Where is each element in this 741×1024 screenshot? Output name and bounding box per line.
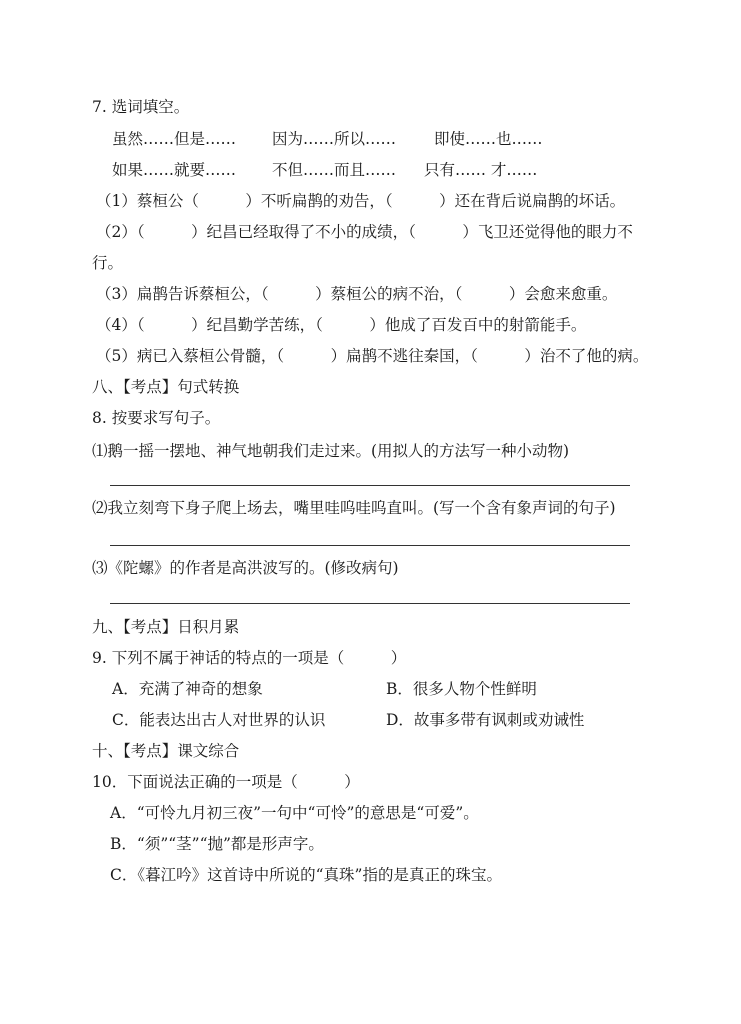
q7-item-5: （5）病已入蔡桓公骨髓，（ ）扁鹊不逃往秦国，（ ）治不了他的病。 [96, 347, 649, 365]
word-bank-option: 即使……也…… [434, 130, 543, 148]
word-bank-option: 虽然……但是…… [112, 130, 237, 148]
word-bank-row-2 [112, 155, 537, 185]
q8-item-3: ⑶《陀螺》的作者是高洪波写的。(修改病句) [92, 559, 399, 577]
q7-item-2: （2）（ ）纪昌已经取得了不小的成绩，（ ）飞卫还觉得他的眼力不 [96, 223, 633, 241]
q7-item-4: （4）（ ）纪昌勤学苦练，（ ）他成了百发百中的射箭能手。 [96, 316, 587, 334]
q7-item-1: （1）蔡桓公（ ）不听扁鹊的劝告，（ ）还在背后说扁鹊的坏话。 [96, 192, 626, 210]
q7-title: 7. 选词填空。 [92, 98, 190, 116]
section-9-heading: 九、【考点】日积月累 [92, 618, 240, 636]
q9-option-d: D．故事多带有讽刺或劝诫性 [386, 711, 585, 729]
q10-title: 10．下面说法正确的一项是（ ） [92, 773, 360, 791]
section-8-heading: 八、【考点】句式转换 [92, 378, 240, 396]
q10-option-b: B．“须”“茎”“抛”都是形声字。 [110, 835, 324, 853]
q8-item-1: ⑴鹅一摇一摆地、神气地朝我们走过来。(用拟人的方法写一种小动物) [92, 442, 570, 460]
word-bank-option: 如果……就要…… [112, 161, 237, 179]
q9-option-a: A．充满了神奇的想象 [112, 680, 263, 698]
q9-title: 9. 下列不属于神话的特点的一项是（ ） [92, 649, 407, 667]
answer-line-3[interactable] [110, 603, 630, 604]
q7-item-2-cont: 行。 [92, 254, 124, 272]
q10-option-c: C．《暮江吟》这首诗中所说的“真珠”指的是真正的珠宝。 [110, 866, 502, 884]
q8-item-2: ⑵我立刻弯下身子爬上场去，嘴里哇呜哇呜直叫。(写一个含有象声词的句子) [92, 499, 616, 517]
answer-line-2[interactable] [110, 545, 630, 546]
answer-line-1[interactable] [110, 485, 630, 486]
word-bank-row-1 [112, 124, 543, 154]
word-bank-option: 不但……而且…… [272, 161, 397, 179]
section-10-heading: 十、【考点】课文综合 [92, 742, 240, 760]
word-bank-option: 因为……所以…… [272, 130, 397, 148]
q9-option-c: C．能表达出古人对世界的认识 [112, 711, 326, 729]
q8-title: 8. 按要求写句子。 [92, 409, 221, 427]
q10-option-a: A．“可怜九月初三夜”一句中“可怜”的意思是“可爱”。 [110, 804, 479, 822]
q9-option-b: B．很多人物个性鲜明 [386, 680, 537, 698]
word-bank-option: 只有…… 才…… [424, 161, 538, 179]
q7-item-3: （3）扁鹊告诉蔡桓公，（ ）蔡桓公的病不治，（ ）会愈来愈重。 [96, 285, 618, 303]
